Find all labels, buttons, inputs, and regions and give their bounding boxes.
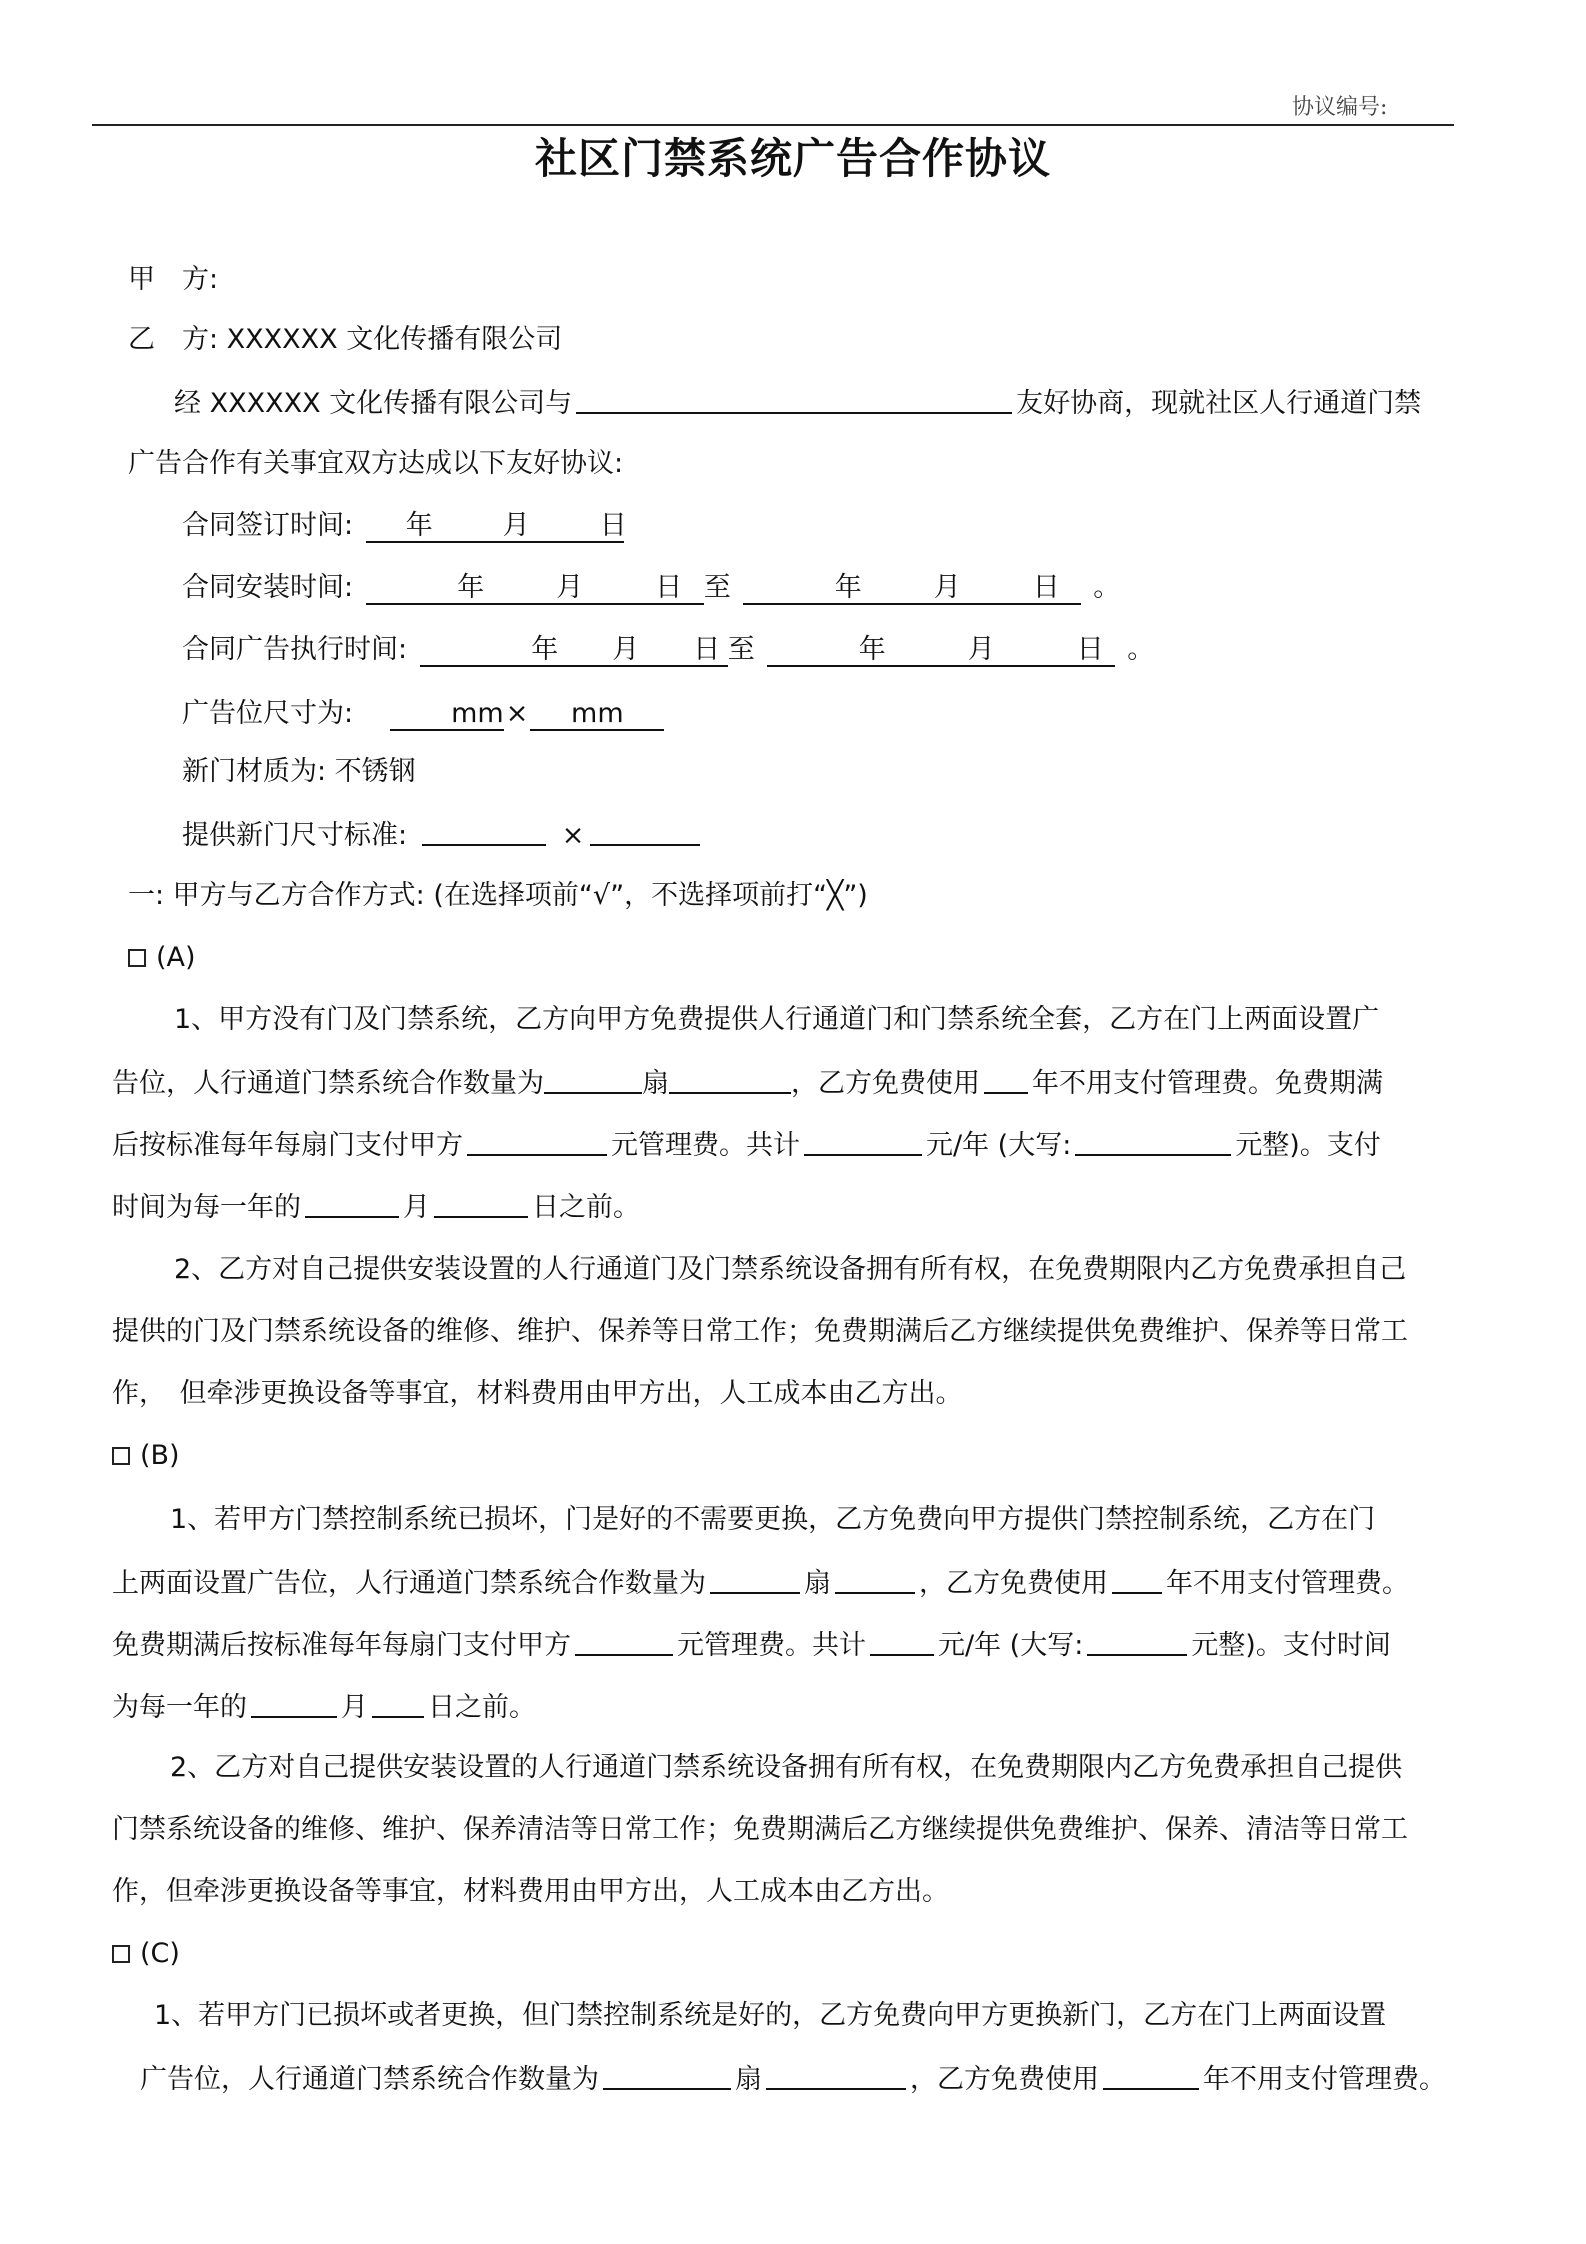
option-a-p1-text-2d: 年不用支付管理费。免费期满 — [1032, 1068, 1383, 1099]
option-a-p1-text-3b: 元管理费。共计 — [611, 1130, 800, 1161]
ad-size-times: × — [505, 698, 529, 729]
option-c-p1-text-1: 1、若甲方门已损坏或者更换，但门禁控制系统是好的，乙方免费向甲方更换新门，乙方在门上两面设置 — [154, 2000, 1387, 2031]
install-to-text: 至 — [703, 572, 731, 603]
option-b-fee-blank[interactable] — [575, 1626, 673, 1656]
option-c-years-blank[interactable] — [1103, 2060, 1199, 2090]
document-number-label: 协议编号: — [1292, 95, 1388, 120]
option-b-p1-text-3b: 元管理费。共计 — [677, 1630, 866, 1661]
exec-start-date-blank[interactable] — [420, 635, 728, 667]
intro-line-1 — [174, 384, 1421, 422]
option-a-p1-text-1: 1、甲方没有门及门禁系统，乙方向甲方免费提供人行通道门和门禁系统全套，乙方在门上两面设置广 — [174, 1004, 1380, 1035]
option-a-p2-text-2: 提供的门及门禁系统设备的维修、维护、保养等日常工作；免费期满后乙方继续提供免费维护、保养等日常工 — [112, 1316, 1408, 1347]
option-b-line — [112, 1438, 180, 1474]
intro-line-2 — [128, 446, 623, 482]
option-a-p1-text-3d: 元整)。支付 — [1235, 1130, 1381, 1161]
intro-text-1: 经 XXXXXX 文化传播有限公司与 — [174, 388, 573, 419]
option-b-p1-line-2 — [112, 1564, 1409, 1602]
install-end-day-unit: 日 — [1032, 572, 1060, 603]
sign-month-unit: 月 — [502, 510, 530, 541]
party-b-line — [128, 322, 562, 358]
option-b-p2-text-2: 门禁系统设备的维修、维护、保养清洁等日常工作；免费期满后乙方继续提供免费维护、保养、清洁等日常工 — [112, 1814, 1408, 1845]
option-c-p1-line-2 — [140, 2060, 1446, 2098]
option-a-years-blank[interactable] — [984, 1064, 1028, 1094]
option-b-p1-line-3 — [112, 1626, 1391, 1664]
install-start-year-unit: 年 — [457, 572, 485, 603]
ad-height-unit: mm — [571, 698, 624, 729]
section-1-heading-text: 一: 甲方与乙方合作方式: (在选择项前“√”，不选择项前打“╳”) — [128, 880, 868, 911]
option-b-p1-text-1: 1、若甲方门禁控制系统已损坏，门是好的不需要更换，乙方免费向甲方提供门禁控制系统，乙方在门 — [170, 1504, 1376, 1535]
ad-width-blank[interactable] — [390, 699, 504, 731]
option-a-p1-text-2c: ，乙方免费使用 — [791, 1068, 980, 1099]
install-end-punct: 。 — [1093, 572, 1121, 603]
install-start-month-unit: 月 — [556, 572, 584, 603]
option-a-p1-text-4a: 时间为每一年的 — [112, 1192, 301, 1223]
option-a-p2-line-3 — [112, 1376, 963, 1412]
option-b-p2-line-2 — [112, 1812, 1408, 1848]
sign-day-unit: 日 — [599, 510, 627, 541]
ad-size-label: 广告位尺寸为: — [182, 698, 354, 729]
option-a-p2-text-1: 2、乙方对自己提供安装设置的人行通道门及门禁系统设备拥有所有权，在免费期限内乙方免费承担自己 — [174, 1254, 1407, 1285]
option-a-p1-line-1 — [174, 1002, 1379, 1038]
exec-end-punct: 。 — [1127, 634, 1155, 665]
ad-height-blank[interactable] — [530, 699, 664, 731]
option-b-p1-text-2c: ，乙方免费使用 — [919, 1568, 1108, 1599]
option-c-quantity-blank[interactable] — [603, 2060, 731, 2090]
intro-text-2: 友好协商，现就社区人行通道门禁 — [1016, 388, 1422, 419]
exec-start-month-unit: 月 — [612, 634, 640, 665]
option-a-total-blank[interactable] — [804, 1126, 922, 1156]
ad-width-unit: mm — [451, 698, 504, 729]
sign-time-line — [182, 508, 627, 544]
option-a-p2-line-2 — [112, 1314, 1408, 1350]
option-b-p2-text-1: 2、乙方对自己提供安装设置的人行通道门禁系统设备拥有所有权，在免费期限内乙方免费承担自己提供 — [170, 1752, 1403, 1783]
option-a-p1-text-2b: 扇 — [642, 1068, 669, 1099]
option-c-label: (C) — [140, 1938, 180, 1969]
option-a-p2-text-3: 作， 但牵涉更换设备等事宜，材料费用由甲方出，人工成本由乙方出。 — [112, 1378, 963, 1409]
option-a-p1-line-4 — [112, 1188, 640, 1226]
party-a-label: 甲 方: — [128, 264, 219, 295]
section-1-heading — [128, 878, 868, 914]
option-b-quantity-blank-2[interactable] — [835, 1564, 915, 1594]
option-b-p1-text-3c: 元/年 (大写: — [938, 1630, 1084, 1661]
exec-end-date-blank[interactable] — [767, 635, 1115, 667]
exec-time-label: 合同广告执行时间: — [182, 634, 408, 665]
install-end-month-unit: 月 — [933, 572, 961, 603]
option-a-p1-text-2a: 告位，人行通道门禁系统合作数量为 — [112, 1068, 544, 1099]
intro-text-3: 广告合作有关事宜双方达成以下友好协议: — [128, 448, 624, 479]
door-size-label: 提供新门尺寸标准: — [182, 820, 408, 851]
option-b-p1-text-4c: 日之前。 — [428, 1692, 536, 1723]
option-b-p1-text-4a: 为每一年的 — [112, 1692, 247, 1723]
option-b-day-blank[interactable] — [372, 1688, 424, 1718]
option-c-p1-text-2d: 年不用支付管理费。 — [1203, 2064, 1446, 2095]
sign-time-label: 合同签订时间: — [182, 510, 354, 541]
install-start-date-blank[interactable] — [366, 573, 704, 605]
exec-start-year-unit: 年 — [531, 634, 559, 665]
exec-end-month-unit: 月 — [967, 634, 995, 665]
option-a-p1-line-3 — [112, 1126, 1381, 1164]
option-a-quantity-blank-2[interactable] — [669, 1064, 791, 1094]
install-end-date-blank[interactable] — [743, 573, 1081, 605]
option-b-month-blank[interactable] — [251, 1688, 337, 1718]
option-a-checkbox[interactable] — [128, 949, 146, 967]
option-b-p1-text-3a: 免费期满后按标准每年每扇门支付甲方 — [112, 1630, 571, 1661]
partner-name-blank[interactable] — [576, 384, 1012, 414]
option-b-capital-blank[interactable] — [1087, 1626, 1187, 1656]
option-b-p2-line-1 — [170, 1750, 1402, 1786]
exec-start-day-unit: 日 — [693, 634, 721, 665]
option-b-p2-line-3 — [112, 1874, 949, 1910]
exec-to-text: 至 — [727, 634, 755, 665]
exec-end-year-unit: 年 — [858, 634, 886, 665]
option-b-p2-text-3: 作，但牵涉更换设备等事宜，材料费用由甲方出，人工成本由乙方出。 — [112, 1876, 949, 1907]
option-a-day-blank[interactable] — [434, 1188, 528, 1218]
option-b-p1-line-4 — [112, 1688, 536, 1726]
option-a-line — [128, 940, 196, 976]
option-a-p1-line-2 — [112, 1064, 1383, 1102]
door-width-blank[interactable] — [422, 816, 546, 846]
option-b-p1-text-2a: 上两面设置广告位，人行通道门禁系统合作数量为 — [112, 1568, 706, 1599]
option-a-p2-line-1 — [174, 1252, 1406, 1288]
option-a-p1-text-4b: 月 — [403, 1192, 430, 1223]
ad-size-line — [182, 696, 664, 732]
option-a-capital-blank[interactable] — [1075, 1126, 1231, 1156]
option-b-p1-line-1 — [170, 1502, 1375, 1538]
option-b-p1-text-3d: 元整)。支付时间 — [1191, 1630, 1391, 1661]
option-c-p1-text-2c: ，乙方免费使用 — [910, 2064, 1099, 2095]
option-a-fee-blank[interactable] — [467, 1126, 607, 1156]
option-c-line — [112, 1936, 180, 1972]
party-b-label: 乙 方: XXXXXX 文化传播有限公司 — [128, 324, 563, 355]
option-b-checkbox[interactable] — [112, 1447, 130, 1465]
option-a-quantity-blank[interactable] — [544, 1064, 642, 1094]
door-size-times: × — [561, 820, 585, 851]
option-c-p1-text-2b: 扇 — [735, 2064, 762, 2095]
install-time-label: 合同安装时间: — [182, 572, 354, 603]
exec-end-day-unit: 日 — [1076, 634, 1104, 665]
install-time-line — [182, 570, 1120, 606]
option-c-p1-text-2a: 广告位，人行通道门禁系统合作数量为 — [140, 2064, 599, 2095]
install-start-day-unit: 日 — [655, 572, 683, 603]
document-title: 社区门禁系统广告合作协议 — [534, 134, 1051, 183]
option-a-p1-text-3a: 后按标准每年每扇门支付甲方 — [112, 1130, 463, 1161]
sign-date-blank[interactable] — [366, 510, 627, 543]
option-b-years-blank[interactable] — [1112, 1564, 1162, 1594]
option-c-quantity-blank-2[interactable] — [766, 2060, 906, 2090]
exec-time-line — [182, 632, 1154, 668]
option-c-p1-line-1 — [154, 1998, 1386, 2034]
option-a-p1-text-4c: 日之前。 — [532, 1192, 640, 1223]
option-c-checkbox[interactable] — [112, 1945, 130, 1963]
sign-year-unit: 年 — [405, 510, 433, 541]
option-a-label: (A) — [156, 942, 196, 973]
door-material-line — [182, 754, 416, 790]
door-height-blank[interactable] — [590, 816, 700, 846]
option-b-p1-text-4b: 月 — [341, 1692, 368, 1723]
option-b-p1-text-2d: 年不用支付管理费。 — [1166, 1568, 1409, 1599]
option-b-total-blank[interactable] — [870, 1626, 934, 1656]
door-size-line — [182, 816, 700, 854]
option-b-p1-text-2b: 扇 — [804, 1568, 831, 1599]
door-material-text: 新门材质为: 不锈钢 — [182, 756, 416, 787]
party-a-line — [128, 262, 218, 298]
option-b-label: (B) — [140, 1440, 180, 1471]
option-a-month-blank[interactable] — [305, 1188, 399, 1218]
install-end-year-unit: 年 — [834, 572, 862, 603]
option-a-p1-text-3c: 元/年 (大写: — [926, 1130, 1072, 1161]
option-b-quantity-blank[interactable] — [710, 1564, 800, 1594]
